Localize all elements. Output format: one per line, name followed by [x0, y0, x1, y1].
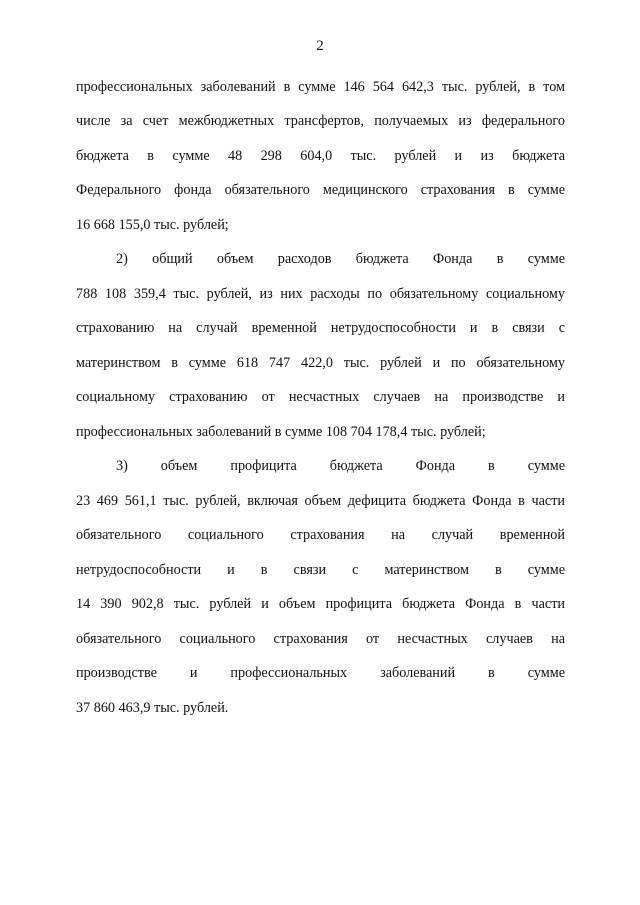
paragraph-1-line: бюджета в сумме 48 298 604,0 тыс. рублей и из бюджета [76, 148, 565, 164]
paragraph-1-line: профессиональных заболеваний в сумме 146 564 642,3 тыс. рублей, в том [76, 79, 565, 95]
paragraph-3-line: 23 469 561,1 тыс. рублей, включая объем дефицита бюджета Фонда в части [76, 493, 565, 509]
paragraph-3-line: обязательного социального страхования на случай временной [76, 527, 565, 543]
paragraph-1-line: 16 668 155,0 тыс. рублей; [76, 217, 229, 233]
paragraph-2-line: 2) общий объем расходов бюджета Фонда в сумме [116, 251, 565, 267]
page-number: 2 [316, 38, 324, 54]
paragraph-3-line: 14 390 902,8 тыс. рублей и объем профицита бюджета Фонда в части [76, 596, 565, 612]
paragraph-3-line: 37 860 463,9 тыс. рублей. [76, 700, 229, 716]
paragraph-2-line: 788 108 359,4 тыс. рублей, из них расходы по обязательному социальному [76, 286, 565, 302]
paragraph-2-line: материнством в сумме 618 747 422,0 тыс. рублей и по обязательному [76, 355, 565, 371]
paragraph-2-line: профессиональных заболеваний в сумме 108 704 178,4 тыс. рублей; [76, 424, 486, 440]
paragraph-1-line: числе за счет межбюджетных трансфертов, получаемых из федерального [76, 113, 565, 129]
paragraph-3-line: производстве и профессиональных заболеваний в сумме [76, 665, 565, 681]
paragraph-2-line: страхованию на случай временной нетрудоспособности и в связи с [76, 320, 565, 336]
paragraph-1-line: Федерального фонда обязательного медицинского страхования в сумме [76, 182, 565, 198]
paragraph-2-line: социальному страхованию от несчастных случаев на производстве и [76, 389, 565, 405]
paragraph-3-line: 3) объем профицита бюджета Фонда в сумме [116, 458, 565, 474]
paragraph-3-line: нетрудоспособности и в связи с материнством в сумме [76, 562, 565, 578]
paragraph-3-line: обязательного социального страхования от несчастных случаев на [76, 631, 565, 647]
